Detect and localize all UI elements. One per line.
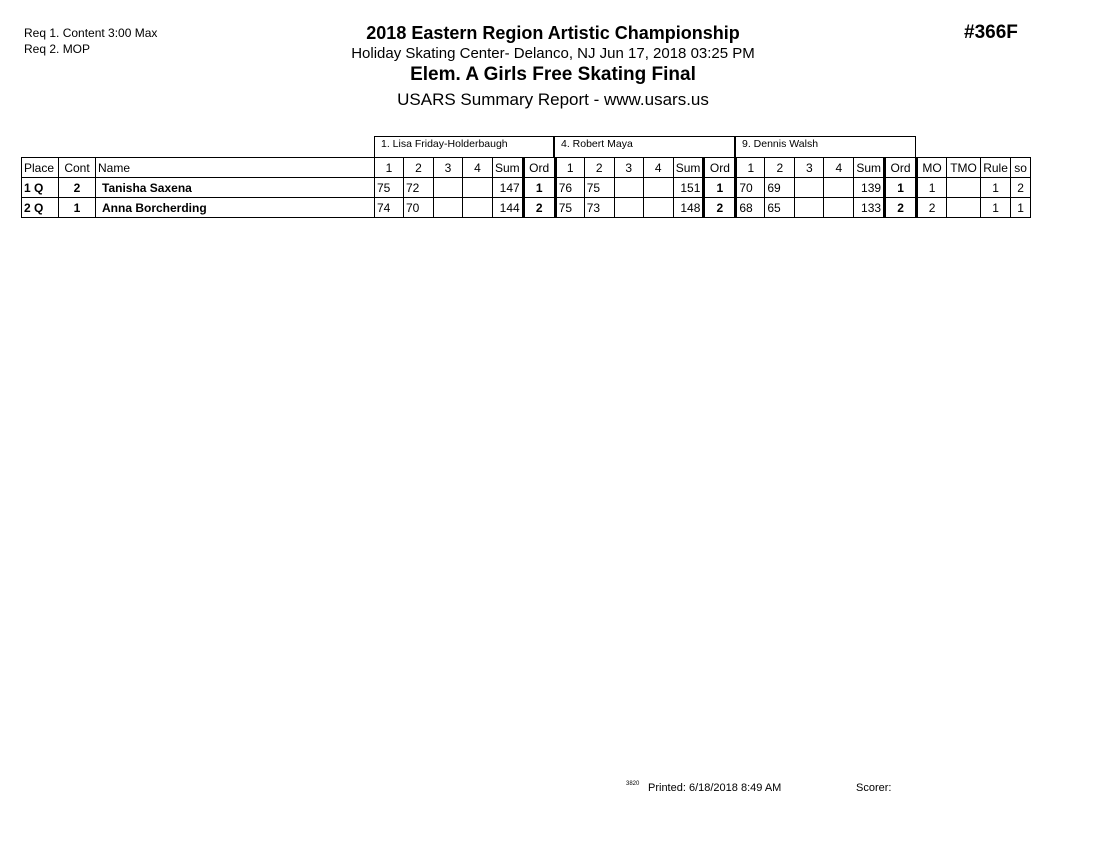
ord-cell: 1 — [704, 178, 736, 198]
score-cell — [434, 198, 463, 218]
score-cell — [614, 198, 643, 218]
judge-1-header: 1. Lisa Friday-Holderbaugh — [374, 136, 554, 157]
requirement-2: Req 2. MOP — [24, 42, 91, 56]
col-j3-sum: Sum — [854, 158, 885, 178]
score-cell: 75 — [375, 178, 404, 198]
table-row — [22, 178, 1031, 198]
ord-cell: 1 — [523, 178, 555, 198]
col-j3-1: 1 — [736, 158, 765, 178]
ord-cell: 2 — [885, 198, 917, 218]
col-j1-sum: Sum — [493, 158, 524, 178]
score-cell — [614, 178, 643, 198]
venue-date: Holiday Skating Center- Delanco, NJ Jun 17, 2018 03:25 PM — [351, 45, 755, 62]
sum-cell: 147 — [493, 178, 524, 198]
name-cell: Tanisha Saxena — [96, 178, 375, 198]
ord-cell: 1 — [885, 178, 917, 198]
tmo-cell — [947, 198, 981, 218]
sum-cell: 139 — [854, 178, 885, 198]
name-cell: Anna Borcherding — [96, 198, 375, 218]
score-cell — [824, 198, 854, 218]
col-j2-2: 2 — [584, 158, 614, 178]
requirement-1: Req 1. Content 3:00 Max — [24, 26, 158, 40]
sum-cell: 148 — [673, 198, 704, 218]
col-mo: MO — [917, 158, 947, 178]
mo-cell: 2 — [917, 198, 947, 218]
mo-cell: 1 — [917, 178, 947, 198]
printed-timestamp: Printed: 6/18/2018 8:49 AM — [648, 782, 782, 794]
place-cell: 2 Q — [22, 198, 59, 218]
score-cell — [795, 198, 824, 218]
score-cell: 76 — [555, 178, 584, 198]
score-cell: 72 — [404, 178, 434, 198]
competition-title: 2018 Eastern Region Artistic Championship — [366, 23, 740, 43]
col-j3-ord: Ord — [885, 158, 917, 178]
col-j2-3: 3 — [614, 158, 643, 178]
report-code: 3820 — [626, 781, 640, 787]
col-name: Name — [96, 158, 375, 178]
score-cell — [463, 198, 493, 218]
score-cell: 73 — [584, 198, 614, 218]
cont-cell: 2 — [59, 178, 96, 198]
col-j1-4: 4 — [463, 158, 493, 178]
cont-cell: 1 — [59, 198, 96, 218]
col-j3-2: 2 — [765, 158, 795, 178]
judge-2-header: 4. Robert Maya — [554, 136, 735, 157]
col-j2-1: 1 — [555, 158, 584, 178]
report-title: USARS Summary Report - www.usars.us — [397, 90, 709, 109]
score-cell — [643, 178, 673, 198]
col-tmo: TMO — [947, 158, 981, 178]
score-cell — [795, 178, 824, 198]
header-row — [22, 158, 1031, 178]
col-j2-4: 4 — [643, 158, 673, 178]
col-j1-2: 2 — [404, 158, 434, 178]
so-cell: 1 — [1011, 198, 1031, 218]
sum-cell: 144 — [493, 198, 524, 218]
score-cell — [643, 198, 673, 218]
col-so: so — [1011, 158, 1031, 178]
score-cell: 74 — [375, 198, 404, 218]
col-j2-ord: Ord — [704, 158, 736, 178]
ord-cell: 2 — [704, 198, 736, 218]
col-j3-3: 3 — [795, 158, 824, 178]
event-name: Elem. A Girls Free Skating Final — [410, 64, 696, 85]
event-number: #366F — [964, 22, 1018, 43]
sum-cell: 133 — [854, 198, 885, 218]
ord-cell: 2 — [523, 198, 555, 218]
score-cell — [434, 178, 463, 198]
score-cell — [824, 178, 854, 198]
col-j1-1: 1 — [375, 158, 404, 178]
sum-cell: 151 — [673, 178, 704, 198]
score-cell: 65 — [765, 198, 795, 218]
place-cell: 1 Q — [22, 178, 59, 198]
col-rule: Rule — [981, 158, 1011, 178]
col-j3-4: 4 — [824, 158, 854, 178]
table-row — [22, 198, 1031, 218]
score-cell: 75 — [584, 178, 614, 198]
tmo-cell — [947, 178, 981, 198]
rule-cell: 1 — [981, 198, 1011, 218]
col-place: Place — [22, 158, 59, 178]
score-cell: 68 — [736, 198, 765, 218]
score-cell: 70 — [736, 178, 765, 198]
so-cell: 2 — [1011, 178, 1031, 198]
judge-3-header: 9. Dennis Walsh — [735, 136, 916, 157]
col-j2-sum: Sum — [673, 158, 704, 178]
score-cell — [463, 178, 493, 198]
results-table — [21, 157, 1031, 218]
col-j1-3: 3 — [434, 158, 463, 178]
rule-cell: 1 — [981, 178, 1011, 198]
score-cell: 69 — [765, 178, 795, 198]
col-cont: Cont — [59, 158, 96, 178]
score-cell: 75 — [555, 198, 584, 218]
score-cell: 70 — [404, 198, 434, 218]
col-j1-ord: Ord — [523, 158, 555, 178]
scorer-label: Scorer: — [856, 782, 892, 794]
